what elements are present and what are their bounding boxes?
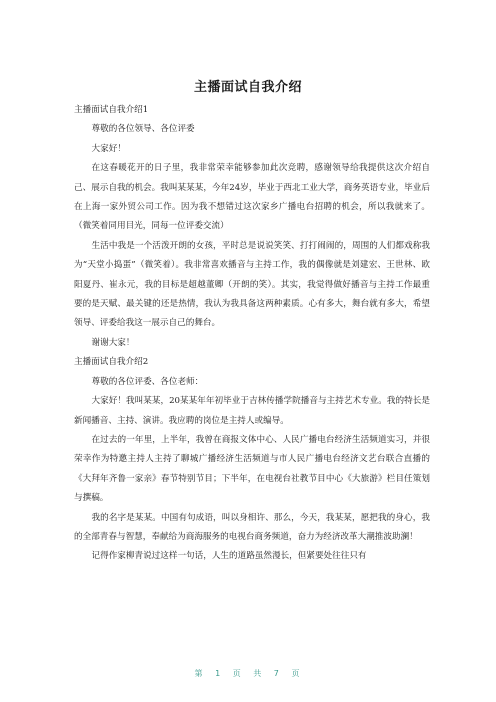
document-body: [74, 101, 430, 567]
section-heading: 主播面试自我介绍2: [74, 357, 149, 368]
body-paragraph: 大家好！: [91, 143, 126, 154]
document-title: 主播面试自我介绍: [193, 80, 302, 95]
body-paragraph: 生活中我是一个活泼开朗的女孩，平时总是说说笑笑、打打闹闹的，周围的人们都戏称我为“天堂小捣蛋”（微笑着）。我非常喜欢播音与主持工作，我的偶像就是刘建宏、王世林、欧阳夏丹、崔永元，我的目标是超越董卿（开朗的笑）。其实，我觉得做好播音与主持工作最重要的是天赋、最关键的还是热情，我认为我具备这两种素质。心有多大，舞台就有多大，希望领导、评委给我这一展示自己的舞台。: [74, 240, 430, 329]
body-paragraph: 我的名字是某某。中国有句成语，叫以身相许、那么，今天，我某某，愿把我的身心，我的全部青春与智慧，奉献给为商海服务的电视台商务频道，奋力为经济改革大潮推波助澜！: [74, 512, 430, 542]
section-heading: 主播面试自我介绍1: [74, 105, 149, 115]
body-paragraph: 记得作家柳青说过这样一句话，人生的道路虽然漫长，但紧要处往往只有: [91, 551, 367, 562]
body-paragraph: 在这春暖花开的日子里，我非常荣幸能够参加此次竞聘，感谢领导给我提供这次介绍自己、展示自我的机会。我叫某某某，今年24岁，毕业于西北工业大学，商务英语专业，毕业后在上海一家外贸公司工作。因为我不想错过这次家乡广播电台招聘的机会，所以我就来了。（微笑着同用目光，同每一位评委交流）: [74, 163, 430, 232]
body-paragraph: 尊敬的各位领导、各位评委: [91, 124, 195, 135]
body-paragraph: 在过去的一年里，上半年，我曾在商报文体中心、人民广播电台经济生活频道实习，并很荣幸作为特邀主持人主持了聊城广播经济生活频道与市人民广播电台经济文艺台联合直播的《大拜年齐鲁一家亲》春节特别节目；下半年，在电视台社教节目中心《大旅游》栏目任策划与撰稿。: [74, 434, 430, 504]
page-footer: 第 1 页 共 7 页: [194, 669, 302, 678]
body-paragraph: 大家好！我叫某某，20某某年年初毕业于吉林传播学院播音与主持艺术专业。我的特长是新闻播音、主持、演讲。我应聘的岗位是主持人或编导。: [74, 396, 430, 426]
body-paragraph: 尊敬的各位评委、各位老师：: [91, 376, 204, 387]
body-paragraph: 谢谢大家！: [91, 337, 135, 348]
